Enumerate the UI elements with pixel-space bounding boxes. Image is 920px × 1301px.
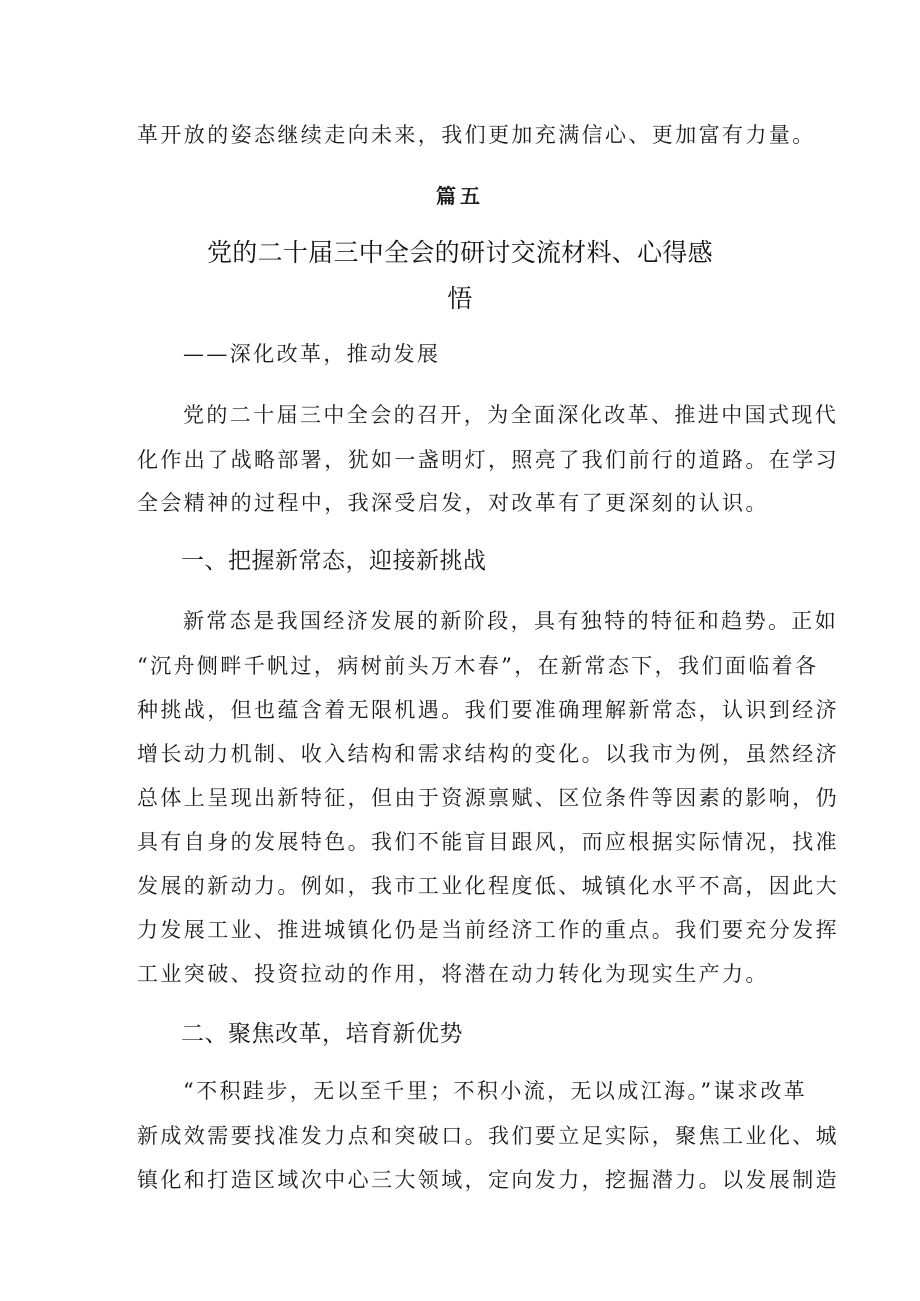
paragraph-2-line: 增长动力机制、收入结构和需求结构的变化。以我市为例，虽然经济 — [137, 742, 839, 766]
paragraph-2-line: 新常态是我国经济发展的新阶段，具有独特的特征和趋势。正如 — [183, 609, 839, 633]
paragraph-2-line: 总体上呈现出新特征，但由于资源禀赋、区位条件等因素的影响，仍 — [137, 786, 839, 810]
paragraph-2-line: 发展的新动力。例如，我市工业化程度低、城镇化水平不高，因此大 — [137, 874, 839, 898]
intro-tail-text: 革开放的姿态继续走向未来，我们更加充满信心、更加富有力量。 — [137, 123, 816, 147]
section-heading-1: 一、把握新常态，迎接新挑战 — [181, 548, 487, 574]
page-title-line-2: 悟 — [447, 284, 473, 313]
paragraph-2-line: 力发展工业、推进城镇化仍是当前经济工作的重点。我们要充分发挥 — [137, 918, 839, 942]
paragraph-2-line: “沉舟侧畔千帆过，病树前头万木春”，在新常态下，我们面临着各 — [137, 654, 819, 678]
subtitle: ——深化改革，推动发展 — [183, 342, 441, 366]
paragraph-3-line: 镇化和打造区域次中心三大领域，定向发力，挖掘潜力。以发展制造 — [137, 1168, 839, 1192]
paragraph-2-line: 工业突破、投资拉动的作用，将潜在动力转化为现实生产力。 — [137, 962, 769, 986]
paragraph-1-line: 化作出了战略部署，犹如一盏明灯，照亮了我们前行的道路。在学习 — [137, 448, 839, 472]
paragraph-2-line: 具有自身的发展特色。我们不能盲目跟风，而应根据实际情况，找准 — [137, 830, 839, 854]
page-title-line-1: 党的二十届三中全会的研讨交流材料、心得感 — [206, 238, 713, 267]
section-label: 篇五 — [436, 184, 484, 208]
paragraph-2-line: 种挑战，但也蕴含着无限机遇。我们要准确理解新常态，认识到经济 — [137, 698, 839, 722]
paragraph-1-line: 党的二十届三中全会的召开，为全面深化改革、推进中国式现代 — [183, 403, 839, 427]
paragraph-3-line: “不积跬步，无以至千里；不积小流，无以成江海。”谋求改革 — [183, 1079, 808, 1103]
paragraph-3-line: 新成效需要找准发力点和突破口。我们要立足实际，聚焦工业化、城 — [137, 1124, 839, 1148]
paragraph-1-line: 全会精神的过程中，我深受启发，对改革有了更深刻的认识。 — [137, 491, 769, 515]
section-heading-2: 二、聚焦改革，培育新优势 — [181, 1021, 463, 1047]
